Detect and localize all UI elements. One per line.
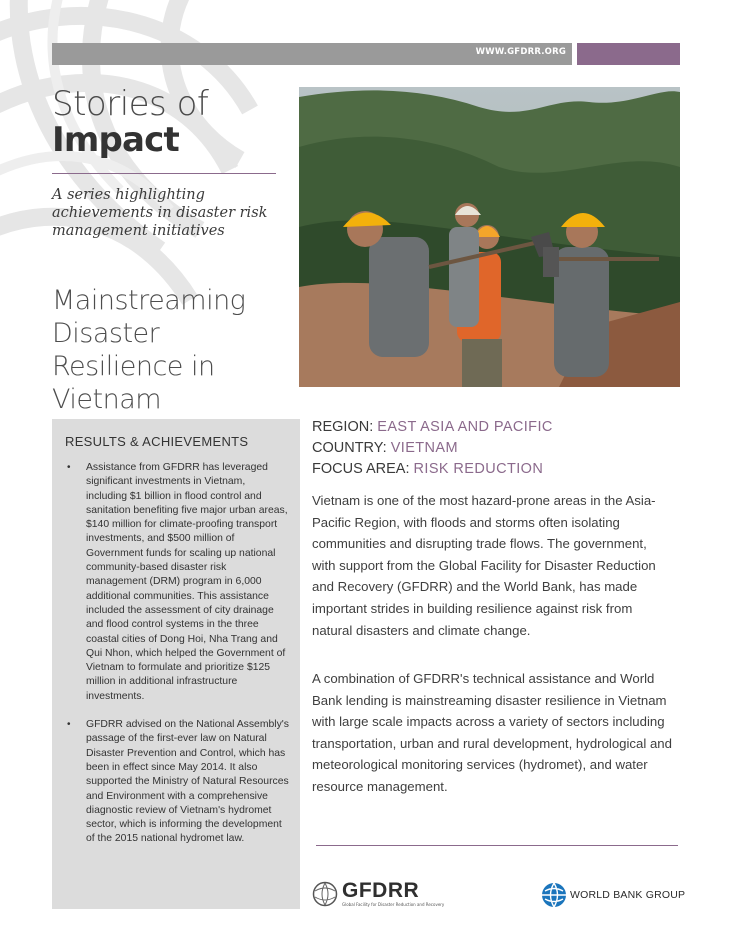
body-paragraph-2: A combination of GFDRR's technical assistance and World Bank lending is mainstreaming disaster resilience in Vietnam with large scale impacts across a variety of sectors including transportation, urban and rural development, hydrological and meteorological monitoring services (hydromet), and water resource management. [312,671,672,794]
sidebar-title: RESULTS & ACHIEVEMENTS [65,434,249,449]
list-item [65,461,289,704]
bullet-icon: • [67,719,71,731]
workers-photo [299,87,680,387]
gfdrr-logo-text: GFDRR [342,879,420,902]
focus-line [312,459,553,480]
body-paragraph-1: Vietnam is one of the most hazard-prone areas in the Asia-Pacific Region, with floods and storms often isolating communities and disrupting trade flows. The government, with support from the Global Facility for Disaster Reduction and Recovery (GFDRR) and the World Bank, has made important strides in building resilience against risk from natural disasters and climate change. [312,493,656,638]
story-headline: Mainstreaming Disaster Resilience in Vietnam [52,285,246,415]
series-title-line1: Stories of [52,84,209,124]
country-line [312,438,553,459]
story-metadata [312,417,553,480]
list-item [65,718,289,847]
header-bar [52,43,572,65]
results-sidebar [52,419,300,909]
focus-value: RISK REDUCTION [413,461,544,477]
results-list [65,461,289,861]
focus-label: FOCUS AREA: [312,461,410,477]
gfdrr-tagline: Global Facility for Disaster Reduction and Recovery [342,902,445,907]
region-label: REGION: [312,419,374,435]
series-title-line2: Impact [52,120,179,160]
list-item-text: GFDRR advised on the National Assembly's passage of the first-ever law on Natural Disaster Prevention and Control, which has been in effect since May 2014. It also supported the Ministry of Natural Resources and Environment with a comprehensive diagnostic review of Vietnam's hydromet sector, which is informing the development of the 2015 national hydromet law. [86,719,289,845]
gfdrr-globe-icon [312,881,338,907]
world-bank-group-logo-text: WORLD BANK GROUP [570,889,686,901]
footer-divider [316,845,678,846]
title-divider [52,173,276,174]
country-label: COUNTRY: [312,440,387,456]
world-bank-globe-icon [541,882,567,908]
region-line [312,417,553,438]
bullet-icon: • [67,462,71,473]
region-value: EAST ASIA AND PACIFIC [377,419,553,435]
website-url[interactable]: WWW.GFDRR.ORG [475,47,566,57]
header-accent-block [577,43,680,65]
country-value: VIETNAM [390,440,458,456]
series-subtitle: A series highlighting achievements in disaster risk management initiatives [52,187,268,239]
list-item-text: Assistance from GFDRR has leveraged significant investments in Vietnam, including $1 billion in flood control and sanitation benefiting five major urban areas, $140 million for climate-proofing transport investments, and $500 million of Government funds for scaling up national community-based disaster risk management (DRM) program in 6,000 additional communities. This assistance included the assessment of city drainage and flood control systems in the three coastal cities of Dong Hoi, Nha Trang and Qui Nhon, which helped the Government of Vietnam to formulate and prioritize $125 million in additional infrastructure investments. [86,462,288,702]
